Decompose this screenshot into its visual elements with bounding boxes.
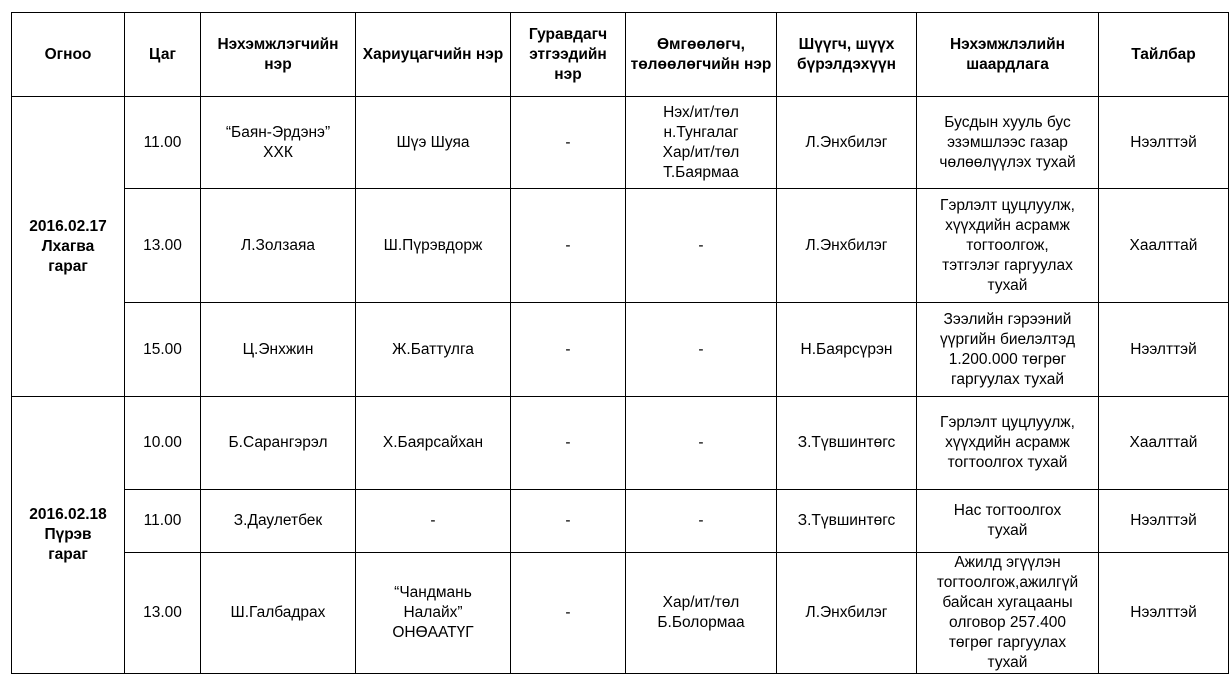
claim-cell: Гэрлэлт цуцлуулж, хүүхдийн асрамж тогтоолгож, тэтгэлэг гаргуулах тухай: [917, 189, 1099, 303]
court-schedule-table: [11, 12, 1229, 674]
claim-cell: Бусдын хууль бус эзэмшлээс газар чөлөөлүүлэх тухай: [917, 97, 1099, 189]
note-cell: Нээлттэй: [1099, 490, 1229, 553]
table-row: [12, 97, 1229, 189]
table-row: [12, 490, 1229, 553]
note-cell: Хаалттай: [1099, 397, 1229, 490]
note-cell: Нээлттэй: [1099, 97, 1229, 189]
time-cell: 13.00: [125, 189, 201, 303]
note-cell: Нээлттэй: [1099, 553, 1229, 674]
defendant-cell: -: [356, 490, 511, 553]
header-plaintiff: Нэхэмжлэгчийн нэр: [201, 13, 356, 97]
table-row: [12, 553, 1229, 674]
header-claim: Нэхэмжлэлийн шаардлага: [917, 13, 1099, 97]
time-cell: 15.00: [125, 303, 201, 397]
note-cell: Нээлттэй: [1099, 303, 1229, 397]
third-party-cell: -: [511, 490, 626, 553]
defendant-cell: “Чандмань Налайх” ОНӨААТҮГ: [356, 553, 511, 674]
header-judge: Шүүгч, шүүх бүрэлдэхүүн: [777, 13, 917, 97]
table-row: [12, 397, 1229, 490]
plaintiff-cell: Л.Золзаяа: [201, 189, 356, 303]
defendant-cell: Ш.Пүрэвдорж: [356, 189, 511, 303]
time-cell: 11.00: [125, 490, 201, 553]
representative-cell: Нэх/ит/төл н.Тунгалаг Хар/ит/төл Т.Баярмаа: [626, 97, 777, 189]
date-cell: 2016.02.17 Лхагва гараг: [12, 97, 125, 397]
plaintiff-cell: Ц.Энхжин: [201, 303, 356, 397]
third-party-cell: -: [511, 97, 626, 189]
plaintiff-cell: Б.Сарангэрэл: [201, 397, 356, 490]
judge-cell: Л.Энхбилэг: [777, 97, 917, 189]
representative-cell: -: [626, 189, 777, 303]
defendant-cell: Х.Баярсайхан: [356, 397, 511, 490]
representative-cell: -: [626, 303, 777, 397]
header-third-party: Гуравдагч этгээдийн нэр: [511, 13, 626, 97]
judge-cell: З.Түвшинтөгс: [777, 490, 917, 553]
time-cell: 11.00: [125, 97, 201, 189]
header-representative: Өмгөөлөгч, төлөөлөгчийн нэр: [626, 13, 777, 97]
date-cell: 2016.02.18 Пүрэв гараг: [12, 397, 125, 674]
judge-cell: Н.Баярсүрэн: [777, 303, 917, 397]
claim-cell: Гэрлэлт цуцлуулж, хүүхдийн асрамж тогтоолгох тухай: [917, 397, 1099, 490]
judge-cell: З.Түвшинтөгс: [777, 397, 917, 490]
representative-cell: Хар/ит/төл Б.Болормаа: [626, 553, 777, 674]
third-party-cell: -: [511, 189, 626, 303]
judge-cell: Л.Энхбилэг: [777, 553, 917, 674]
note-cell: Хаалттай: [1099, 189, 1229, 303]
defendant-cell: Ж.Баттулга: [356, 303, 511, 397]
claim-cell: Нас тогтоолгох тухай: [917, 490, 1099, 553]
plaintiff-cell: Ш.Галбадрах: [201, 553, 356, 674]
header-note: Тайлбар: [1099, 13, 1229, 97]
header-row: [12, 13, 1229, 97]
time-cell: 10.00: [125, 397, 201, 490]
header-date: Огноо: [12, 13, 125, 97]
header-defendant: Хариуцагчийн нэр: [356, 13, 511, 97]
table-row: [12, 189, 1229, 303]
table-row: [12, 303, 1229, 397]
representative-cell: -: [626, 397, 777, 490]
claim-cell: Зээлийн гэрээний үүргийн биелэлтэд 1.200.000 төгрөг гаргуулах тухай: [917, 303, 1099, 397]
plaintiff-cell: “Баян-Эрдэнэ” ХХК: [201, 97, 356, 189]
defendant-cell: Шүэ Шуяа: [356, 97, 511, 189]
header-time: Цаг: [125, 13, 201, 97]
claim-cell: Ажилд эгүүлэн тогтоолгож,ажилгүй байсан хугацааны олговор 257.400 төгрөг гаргуулах тухай: [917, 553, 1099, 674]
time-cell: 13.00: [125, 553, 201, 674]
judge-cell: Л.Энхбилэг: [777, 189, 917, 303]
third-party-cell: -: [511, 397, 626, 490]
representative-cell: -: [626, 490, 777, 553]
third-party-cell: -: [511, 303, 626, 397]
plaintiff-cell: З.Даулетбек: [201, 490, 356, 553]
third-party-cell: -: [511, 553, 626, 674]
